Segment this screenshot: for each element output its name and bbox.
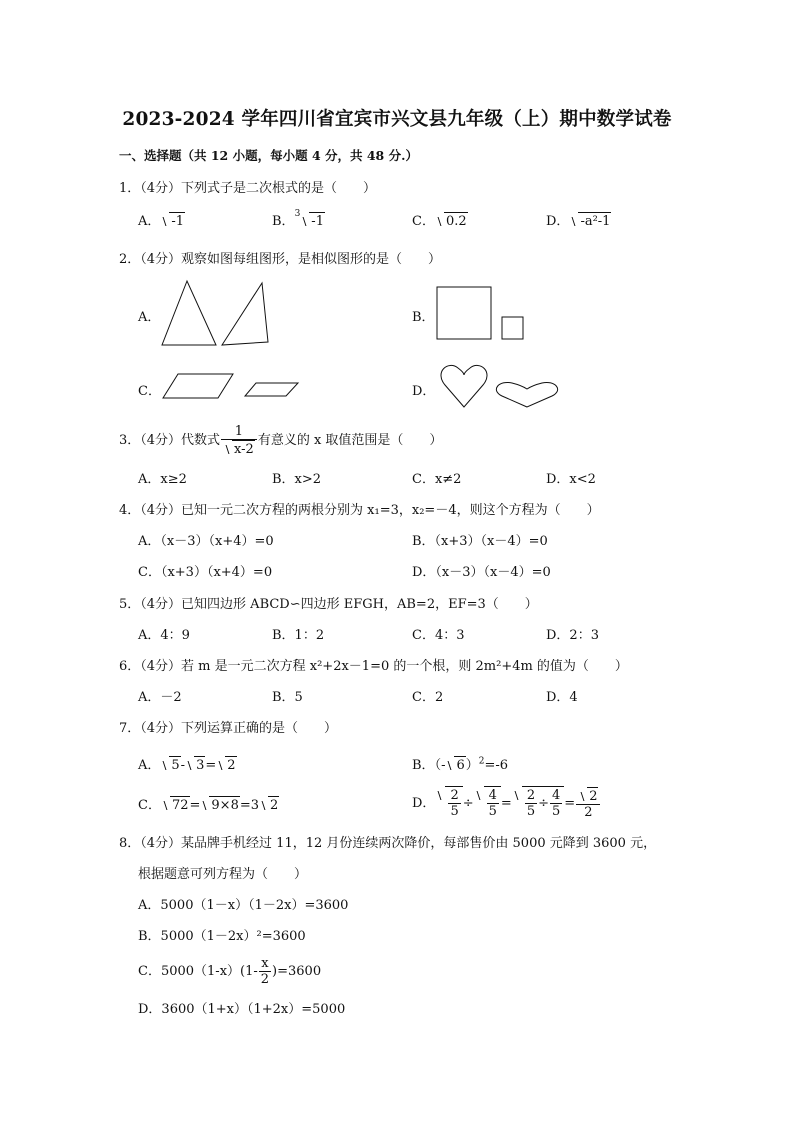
question-2-stem: 2．（4分）观察如图每组图形，是相似图形的是（ ） (119, 252, 442, 267)
sqrt-sign: -1 (160, 212, 185, 229)
q3-option-d: D．x<2 (546, 472, 596, 487)
square-small (502, 317, 523, 339)
q7-option-b: B．（- 6）$^2$=-6 (412, 756, 509, 773)
q5-option-a: A．4：9 (138, 628, 190, 643)
q3-option-c: C．x≠2 (412, 472, 462, 487)
heart-flat (496, 382, 557, 407)
q1-option-d: D． -a²-1 (546, 214, 611, 229)
sqrt-sign: 0.2 (435, 212, 468, 229)
q8-option-c: C．5000（1-x）(1- $\frac{x}{2}$ )=3600 (138, 956, 322, 987)
q8-option-d: D．3600（1+x）（1+2x）=5000 (138, 1002, 346, 1017)
q8-option-b: B．5000（1－2x）²=3600 (138, 929, 306, 944)
q1-option-a: A． -1 (138, 214, 185, 229)
q1-option-c: C． 0.2 (412, 214, 467, 229)
q7-option-d: D． $\frac{2}{5}$ ÷ $\frac{4}{5}$ = $\frac{2}{5}$ ÷ $\frac{4}{5}$ = $\frac{2}{2}$ (412, 786, 601, 820)
q6-option-b: B．5 (272, 690, 303, 705)
cube-root-sign: -1 (300, 212, 325, 229)
square-large (437, 287, 491, 339)
q5-option-b: B．1：2 (272, 628, 325, 643)
section-heading: 一、选择题（共 12 小题，每小题 4 分，共 48 分.） (119, 148, 418, 163)
q6-option-c: C．2 (412, 690, 444, 705)
question-3-stem: 3．（4分）代数式 $\frac{1}{x-2}$ 有意义的 x 取值范围是（ ） (119, 424, 443, 457)
q4-option-c: C．（x+3）（x+4）=0 (138, 565, 273, 580)
q3-option-b: B．x>2 (272, 472, 322, 487)
question-8-stem-line1: 8．（4分）某品牌手机经过 11，12 月份连续两次降价，每部售价由 5000 元降到 3600 元， (119, 836, 657, 851)
question-6-stem: 6．（4分）若 m 是一元二次方程 x²+2x－1=0 的一个根，则 2m²+4m 的值为（ ） (119, 659, 628, 674)
question-8-stem-line2: 根据题意可列方程为（ ） (138, 867, 308, 882)
q4-option-d: D．（x－3）（x－4）=0 (412, 565, 551, 580)
page-title: 2023-2024 学年四川省宜宾市兴文县九年级（上）期中数学试卷 (122, 109, 672, 130)
question-7-stem: 7．（4分）下列运算正确的是（ ） (119, 721, 338, 736)
q5-option-c: C．4：3 (412, 628, 465, 643)
q8-option-a: A．5000（1－x）（1－2x）=3600 (138, 898, 349, 913)
question-5-stem: 5．（4分）已知四边形 ABCD∽四边形 EFGH，AB=2，EF=3（ ） (119, 597, 538, 612)
q1-option-b: B．$^3$-1 (272, 208, 324, 229)
question-4-stem: 4．（4分）已知一元二次方程的两根分别为 x₁=3，x₂=－4，则这个方程为（ ） (119, 503, 600, 518)
fraction: $\frac{1}{x-2}$ (221, 424, 257, 457)
q6-option-a: A．－2 (138, 690, 182, 705)
q3-option-a: A．x≥2 (138, 472, 187, 487)
q5-option-d: D．2：3 (546, 628, 599, 643)
q4-option-b: B．（x+3）（x－4）=0 (412, 534, 548, 549)
parallelogram-small (245, 383, 298, 396)
q7-option-c: C． 72= 9×8=3 2 (138, 798, 279, 813)
q4-option-a: A．（x－3）（x+4）=0 (138, 534, 274, 549)
question-1-stem: 1．（4分）下列式子是二次根式的是（ ） (119, 181, 377, 196)
q2-option-a-label: A． (138, 310, 161, 325)
heart-upright (441, 365, 487, 407)
q6-option-d: D．4 (546, 690, 578, 705)
triangle-small (222, 283, 268, 345)
q2-option-d-label: D． (412, 384, 436, 399)
triangle-large (162, 281, 216, 345)
sqrt-sign: -a²-1 (569, 212, 611, 229)
q7-option-a: A． 5- 3= 2 (138, 758, 236, 773)
parallelogram-large (163, 374, 233, 398)
q2-option-b-label: B． (412, 310, 435, 325)
q2-option-c-label: C． (138, 384, 161, 399)
